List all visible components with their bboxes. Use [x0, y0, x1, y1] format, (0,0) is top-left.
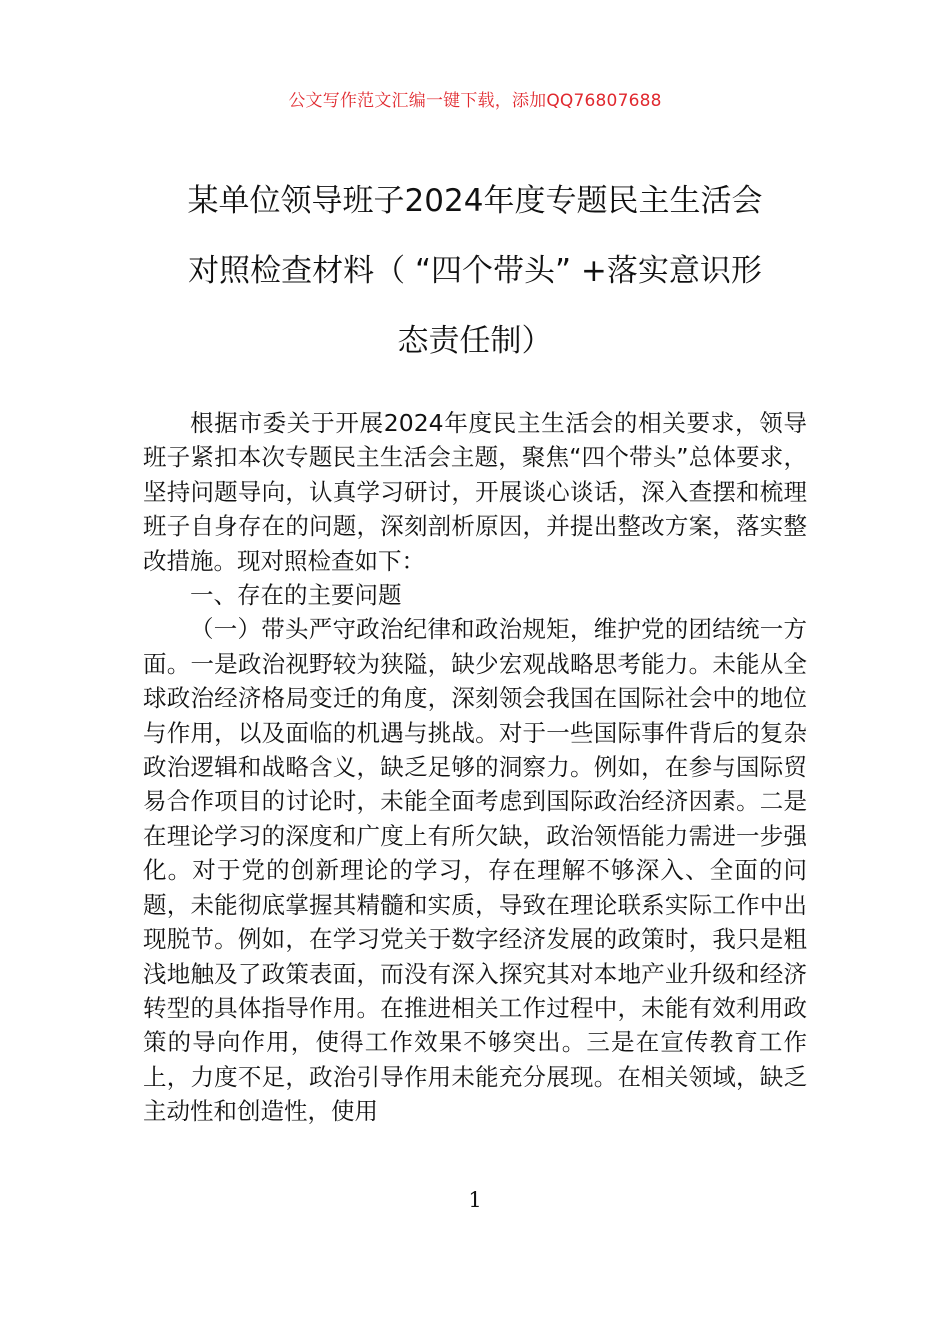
title-line: 某单位领导班子2024年度专题民主生活会 [187, 183, 763, 219]
page-number: 1 [468, 1188, 482, 1212]
download-banner: 公文写作范文汇编一键下载，添加QQ76807688 [288, 91, 662, 111]
section-heading: 一、存在的主要问题 [190, 581, 402, 610]
title-line: 对照检查材料（ “四个带头” +落实意识形 [188, 253, 762, 289]
document-body [143, 406, 807, 1129]
document-title [130, 166, 820, 376]
body-paragraph: （一）带头严守政治纪律和政治规矩，维护党的团结统一方面。一是政治视野较为狭隘，缺少宏观战略思考能力。未能从全球政治经济格局变迁的角度，深刻领会我国在国际社会中的地位与作用，以及面临的机遇与挑战。对于一些国际事件背后的复杂政治逻辑和战略含义，缺乏足够的洞察力。例如，在参与国际贸易合作项目的讨论时，未能全面考虑到国际政治经济因素。二是在理论学习的深度和广度上有所欠缺，政治领悟能力需进一步强化。对于党的创新理论的学习，存在理解不够深入、全面的问题，未能彻底掌握其精髓和实质，导致在理论联系实际工作中出现脱节。例如，在学习党关于数字经济发展的政策时，我只是粗浅地触及了政策表面，而没有深入探究其对本地产业升级和经济转型的具体指导作用。在推进相关工作过程中，未能有效利用政策的导向作用，使得工作效果不够突出。三是在宣传教育工作上，力度不足，政治引导作用未能充分展现。在相关领域，缺乏主动性和创造性，使用 [143, 615, 807, 1126]
title-line: 态责任制） [397, 323, 553, 359]
intro-paragraph: 根据市委关于开展2024年度民主生活会的相关要求，领导班子紧扣本次专题民主生活会主题，聚焦“四个带头”总体要求，坚持问题导向，认真学习研讨，开展谈心谈话，深入查摆和梳理班子自身存在的问题，深刻剖析原因，并提出整改方案，落实整改措施。现对照检查如下： [143, 409, 807, 575]
